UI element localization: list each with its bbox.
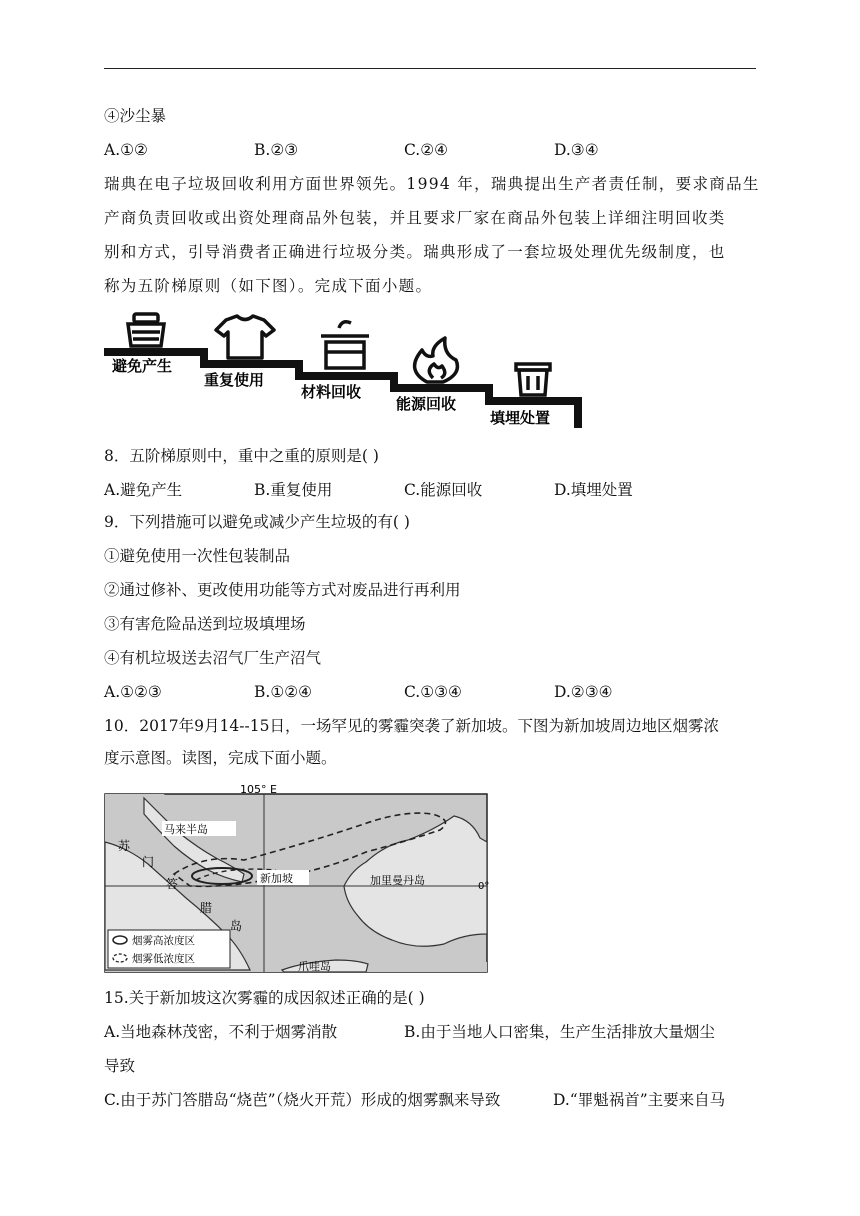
q9-item-1: ①避免使用一次性包装制品 <box>104 547 291 565</box>
q8-option-b: B.重复使用 <box>254 481 333 499</box>
q7-option-d: D.③④ <box>554 141 599 159</box>
q7-option-b: B.②③ <box>254 141 299 159</box>
latitude-label: 0° <box>478 881 490 892</box>
sumatra-char-5: 岛 <box>230 919 243 933</box>
q9-option-a: A.①②③ <box>104 683 162 701</box>
shirt-icon <box>216 316 274 358</box>
pot-icon <box>321 322 369 368</box>
q9-item-3: ③有害危险品送到垃圾填埋场 <box>104 615 306 633</box>
basket-icon <box>128 314 164 346</box>
passage-line-4: 称为五阶梯原则（如下图）。完成下面小题。 <box>104 277 433 295</box>
q10-line-1: 10．2017年9月14--15日，一场罕见的雾霾突袭了新加坡。下图为新加坡周边地区烟雾浓 <box>104 717 719 735</box>
q15-option-c: C.由于苏门答腊岛“烧芭”（烧火开荒）形成的烟雾飘来导致 <box>104 1091 501 1109</box>
q15-stem: 15.关于新加坡这次雾霾的成因叙述正确的是( ) <box>104 989 425 1007</box>
trash-bin-icon <box>516 364 550 395</box>
legend-high-label: 烟雾高浓度区 <box>132 935 195 947</box>
sumatra-char-3: 答 <box>166 877 179 891</box>
step-3-label: 材料回收 <box>301 383 362 401</box>
q9-option-b: B.①②④ <box>254 683 313 701</box>
q9-option-c: C.①③④ <box>404 683 462 701</box>
q15-option-b-continued: 导致 <box>104 1057 136 1075</box>
q10-line-2: 度示意图。读图，完成下面小题。 <box>104 749 337 767</box>
passage-line-3: 别和方式，引导消费者正确进行垃圾分类。瑞典形成了一套垃圾处理优先级制度，也 <box>104 243 726 261</box>
step-4-label: 能源回收 <box>396 395 457 413</box>
q9-item-2: ②通过修补、更改使用功能等方式对废品进行再利用 <box>104 581 461 599</box>
legend-low-label: 烟雾低浓度区 <box>132 953 195 965</box>
singapore-label: 新加坡 <box>260 872 293 885</box>
q9-stem: 9．下列措施可以避免或减少产生垃圾的有( ) <box>104 513 410 531</box>
q9-item-4: ④有机垃圾送去沼气厂生产沼气 <box>104 649 322 667</box>
haze-map-figure <box>104 784 488 974</box>
sumatra-char-1: 苏 <box>118 839 131 853</box>
q15-option-d: D.“罪魁祸首”主要来自马 <box>553 1091 726 1109</box>
q15-option-a: A.当地森林茂密，不利于烟雾消散 <box>104 1023 338 1041</box>
java-label: 爪哇岛 <box>298 960 331 973</box>
flame-icon <box>415 338 458 382</box>
passage-line-1: 瑞典在电子垃圾回收利用方面世界领先。1994 年，瑞典提出生产者责任制，要求商品生 <box>104 175 760 193</box>
q8-option-d: D.填埋处置 <box>554 481 633 499</box>
malay-peninsula-label: 马来半岛 <box>164 823 208 836</box>
q7-option-c: C.②④ <box>404 141 449 159</box>
step-1-label: 避免产生 <box>112 357 173 375</box>
sumatra-char-2: 门 <box>142 855 155 869</box>
q9-option-d: D.②③④ <box>554 683 613 701</box>
passage-line-2: 产商负责回收或出资处理商品外包装，并且要求厂家在商品外包装上详细注明回收类 <box>104 209 726 227</box>
step-2-label: 重复使用 <box>204 371 265 389</box>
step-5-label: 填埋处置 <box>490 409 551 427</box>
longitude-label: 105° E <box>240 783 277 796</box>
sumatra-char-4: 腊 <box>200 901 213 915</box>
q8-option-c: C.能源回收 <box>404 481 483 499</box>
five-step-stairs-figure <box>104 312 584 428</box>
header-rule <box>104 68 756 69</box>
q7-item-4: ④沙尘暴 <box>104 107 167 125</box>
q15-option-b: B.由于当地人口密集，生产生活排放大量烟尘 <box>404 1023 715 1041</box>
q8-stem: 8．五阶梯原则中，重中之重的原则是( ) <box>104 447 379 465</box>
kalimantan-label: 加里曼丹岛 <box>370 874 425 887</box>
q8-option-a: A.避免产生 <box>104 481 183 499</box>
q7-option-a: A.①② <box>104 141 148 159</box>
